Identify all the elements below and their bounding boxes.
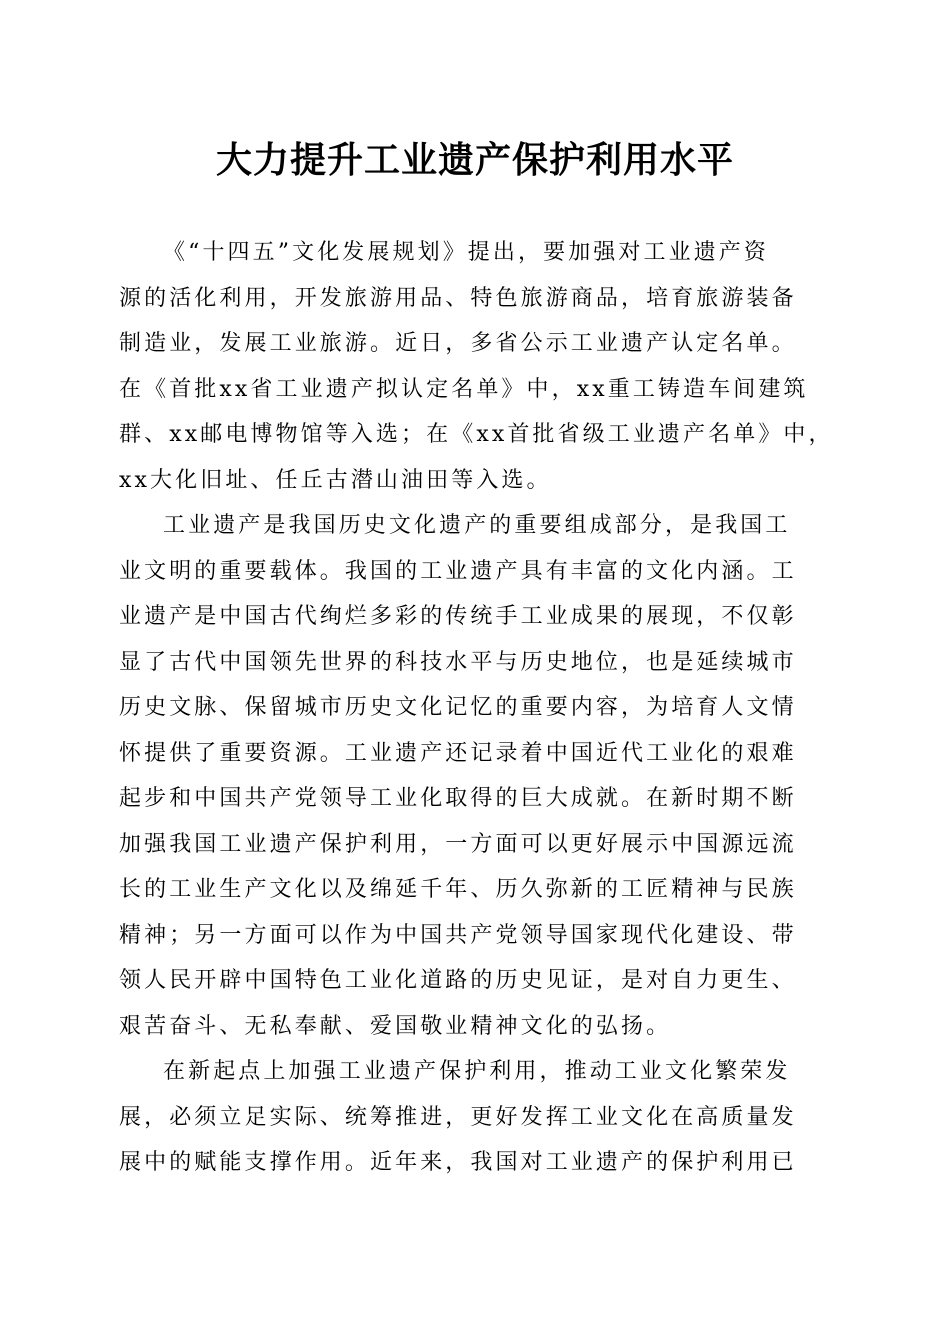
text-line: 加强我国工业遗产保护利用，一方面可以更好展示中国源远流 [119, 831, 797, 857]
text-line: 《“十四五”文化发展规划》提出，要加强对工业遗产资 [163, 240, 769, 265]
text-line: 工业遗产是我国历史文化遗产的重要组成部分，是我国工 [163, 513, 791, 538]
paragraph-2 [119, 503, 829, 1049]
text-line: 展，必须立足实际、统筹推进，更好发挥工业文化在高质量发 [119, 1104, 797, 1130]
text-line: xx大化旧址、任丘古潜山油田等入选。 [119, 467, 552, 493]
text-line: 领人民开辟中国特色工业化道路的历史见证，是对自力更生、 [119, 968, 797, 993]
paragraph-3 [119, 1049, 829, 1186]
text-line: 艰苦奋斗、无私奉献、爱国敬业精神文化的弘扬。 [119, 1013, 672, 1039]
document-body [119, 230, 834, 1186]
text-line: 展中的赋能支撑作用。近年来，我国对工业遗产的保护利用已 [119, 1150, 797, 1175]
text-line: 业文明的重要载体。我国的工业遗产具有丰富的文化内涵。工 [119, 558, 797, 584]
paragraph-1 [119, 230, 834, 503]
text-line: 在新起点上加强工业遗产保护利用，推动工业文化繁荣发 [163, 1059, 791, 1084]
text-line: 源的活化利用，开发旅游用品、特色旅游商品，培育旅游装备 [119, 285, 797, 311]
text-line: 起步和中国共产党领导工业化取得的巨大成就。在新时期不断 [119, 786, 797, 811]
text-line: 在《首批xx省工业遗产拟认定名单》中，xx重工铸造车间建筑 [119, 376, 809, 402]
text-line: 显了古代中国领先世界的科技水平与历史地位，也是延续城市 [119, 649, 797, 675]
text-line: 历史文脉、保留城市历史文化记忆的重要内容，为培育人文情 [119, 695, 797, 720]
text-line: 制造业，发展工业旅游。近日，多省公示工业遗产认定名单。 [119, 331, 797, 356]
text-line: 怀提供了重要资源。工业遗产还记录着中国近代工业化的艰难 [119, 740, 797, 766]
document-title: 大力提升工业遗产保护利用水平 [215, 139, 734, 181]
text-line: 群、xx邮电博物馆等入选；在《xx首批省级工业遗产名单》中， [119, 422, 834, 447]
text-line: 业遗产是中国古代绚烂多彩的传统手工业成果的展现，不仅彰 [119, 604, 797, 629]
text-line: 长的工业生产文化以及绵延千年、历久弥新的工匠精神与民族 [119, 877, 797, 902]
text-line: 精神；另一方面可以作为中国共产党领导国家现代化建设、带 [119, 922, 797, 948]
